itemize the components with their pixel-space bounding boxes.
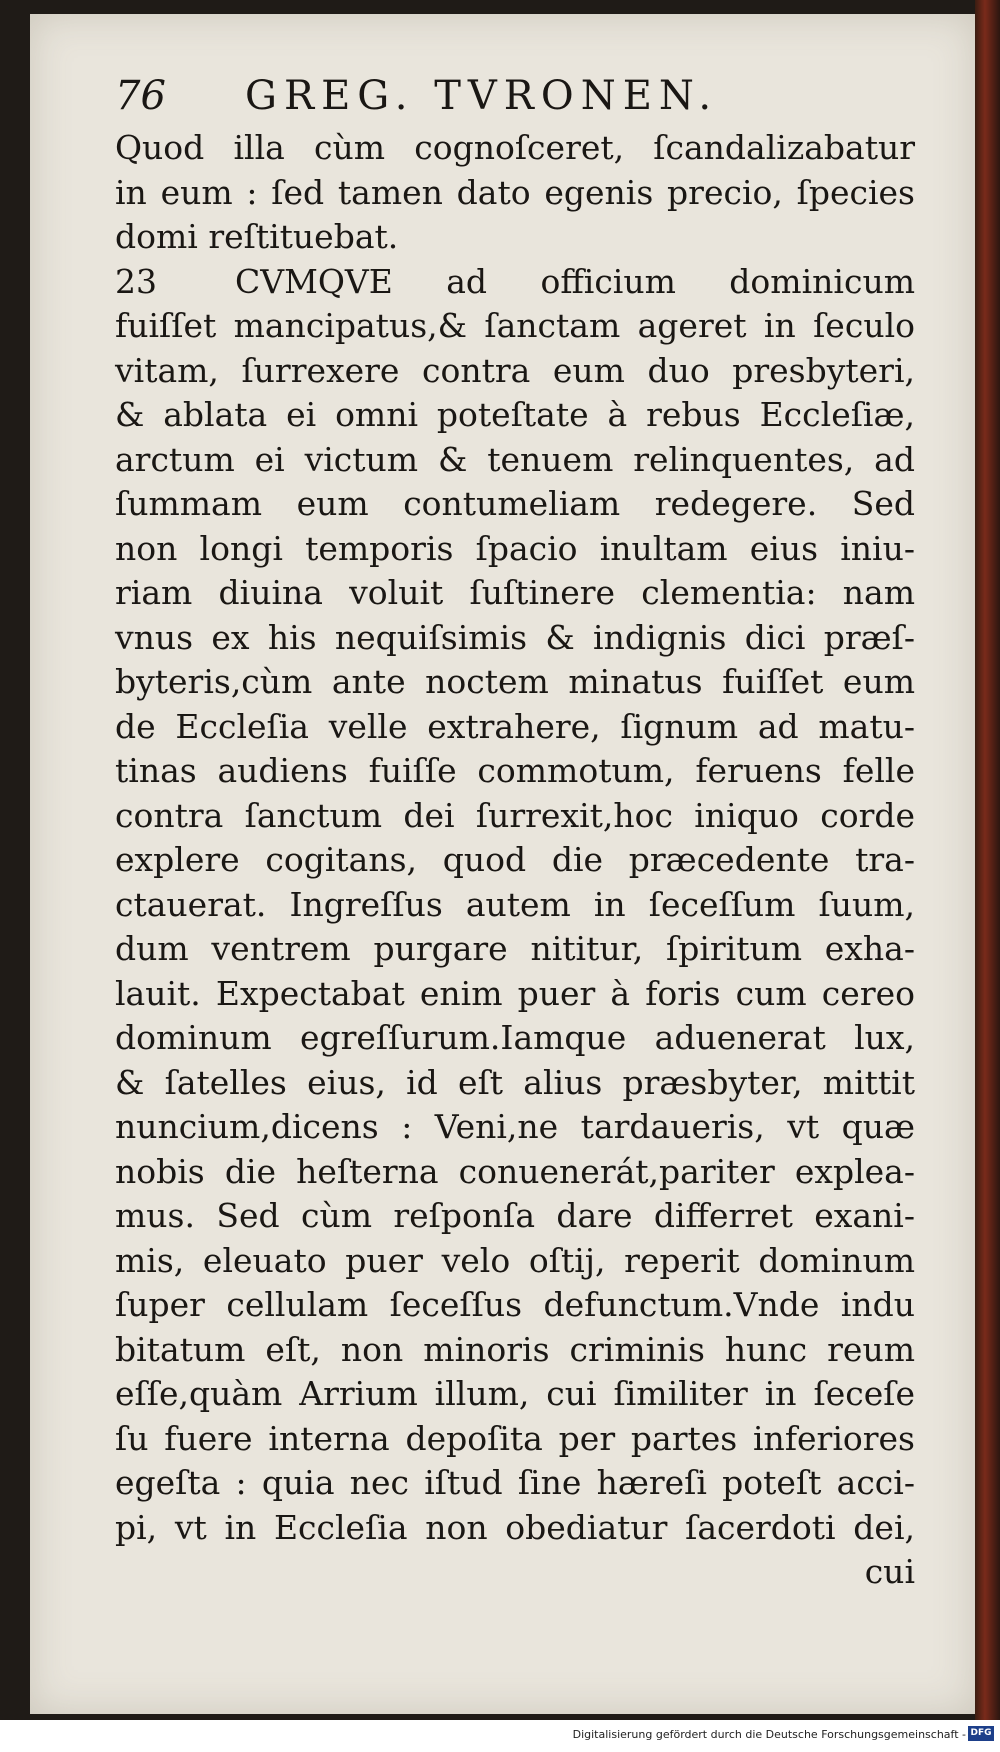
text-line: riam diuina voluit ſuſtinere clementia: nam [115,573,915,612]
text-line: de Eccleſia velle extrahere, ſignum ad matu- [115,706,915,746]
text-line: bitatum eſt, non minoris criminis hunc reum [115,1329,915,1369]
text-line: arctum ei victum & tenuem relinquentes, ad [115,439,915,479]
text-line: ſuper cellulam ſeceſſus defunctum.Vnde indu [115,1285,915,1324]
chapter-paragraph [115,304,915,1550]
book-edge [975,0,1000,1720]
chapter-first-line: CVMQVE ad officium dominicum [235,261,915,301]
text-line: nuncium,dicens : Veni,ne tardaueris, vt quæ [115,1107,915,1146]
dfg-logo: DFG [968,1726,994,1741]
text-line: domi reſtituebat. [115,217,399,256]
opening-paragraph [115,126,915,260]
text-line: mis, eleuato puer velo oſtij, reperit dominum [115,1240,915,1280]
text-line: mus. Sed cùm reſponſa dare differret exani- [115,1196,915,1235]
text-line: ſu fuere interna depoſita per partes inferiores [115,1418,915,1458]
funding-credit: Digitalisierung gefördert durch die Deutsche Forschungsgemeinschaft - [572,1728,966,1741]
text-line: contra ſanctum dei ſurrexit,hoc iniquo corde [115,795,915,835]
text-line: lauit. Expectabat enim puer à foris cum cereo [115,973,915,1013]
text-line: pi, vt in Eccleſia non obediatur ſacerdoti dei, [115,1507,915,1547]
text-line: fuiſſet mancipatus,& ſanctam ageret in ſeculo [115,306,915,345]
text-line: Quod illa cùm cognoſceret, ſcandalizabatur [115,128,915,167]
page-text [115,70,915,1595]
text-line: in eum : ſed tamen dato egenis precio, ſpecies [115,172,915,212]
catchword: cui [864,1552,915,1591]
chapter-number: 23 [115,261,157,301]
running-title: GREG. TVRONEN. [245,73,719,119]
text-line: tinas audiens fuiſſe commotum, feruens felle [115,751,915,790]
digitization-footer [0,1720,1000,1752]
text-line: & ablata ei omni poteſtate à rebus Eccleſiæ, [115,395,915,434]
text-line: non longi temporis ſpacio inultam eius iniu- [115,528,915,568]
text-line: eſſe,quàm Arrium illum, cui ſimiliter in ſeceſe [115,1374,915,1413]
text-line: vnus ex his nequiſsimis & indignis dici præſ- [115,617,915,657]
text-line: vitam, ſurrexere contra eum duo presbyteri, [115,350,915,390]
running-head [115,70,915,126]
text-line: & ſatelles eius, id eſt alius præsbyter, mittit [115,1062,915,1102]
text-line: explere cogitans, quod die præcedente tra- [115,840,915,879]
text-line: egeſta : quia nec iſtud ſine hæreſi poteſt acci- [115,1463,915,1502]
text-line: ſummam eum contumeliam redegere. Sed [115,484,915,523]
text-line: nobis die heſterna conuenerát,pariter explea- [115,1151,915,1191]
text-line: dum ventrem purgare nititur, ſpiritum exha- [115,929,915,968]
text-line: dominum egreſſurum.Iamque aduenerat lux, [115,1018,915,1057]
text-line: byteris,cùm ante noctem minatus fuiſſet eum [115,662,915,701]
chapter-start [115,260,915,305]
page-number: 76 [115,73,166,119]
text-line: ctauerat. Ingreſſus autem in ſeceſſum ſuum, [115,884,915,924]
